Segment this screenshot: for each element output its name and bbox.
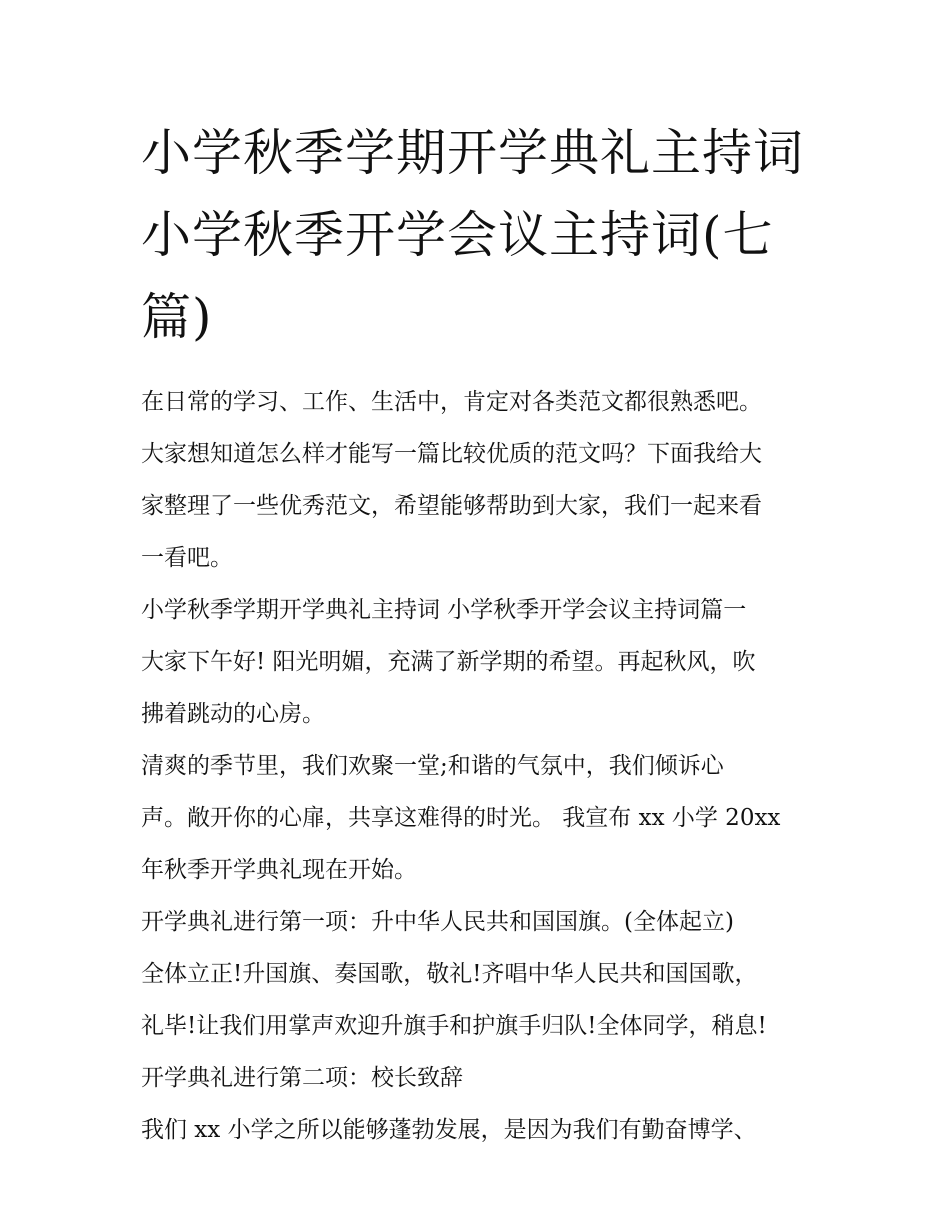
title-line: 小学秋季开学会议主持词(七 <box>141 206 774 264</box>
body-line: 拂着跳动的心房。 <box>141 701 325 727</box>
body-line: 在日常的学习、工作、生活中，肯定对各类范文都很熟悉吧。 <box>141 389 762 415</box>
body-line: 开学典礼进行第一项：升中华人民共和国国旗。(全体起立) <box>141 909 734 935</box>
document-page <box>141 112 816 1156</box>
body-line: 礼毕!让我们用掌声欢迎升旗手和护旗手归队!全体同学，稍息! <box>141 1013 767 1039</box>
document-body <box>141 376 816 1156</box>
body-line: 大家下午好! 阳光明媚，充满了新学期的希望。再起秋风，吹 <box>141 649 756 675</box>
body-line: 一看吧。 <box>141 545 233 571</box>
body-line: 我们 xx 小学之所以能够蓬勃发展，是因为我们有勤奋博学、 <box>141 1117 757 1143</box>
body-line: 小学秋季学期开学典礼主持词 小学秋季开学会议主持词篇一 <box>141 597 747 623</box>
body-line: 年秋季开学典礼现在开始。 <box>141 857 417 883</box>
body-line: 大家想知道怎么样才能写一篇比较优质的范文吗？下面我给大 <box>141 441 762 467</box>
body-line: 声。敞开你的心扉，共享这难得的时光。 我宣布 xx 小学 20xx <box>141 805 781 831</box>
title-line: 篇) <box>141 288 213 346</box>
body-line: 清爽的季节里，我们欢聚一堂;和谐的气氛中，我们倾诉心 <box>141 753 724 779</box>
body-line: 开学典礼进行第二项：校长致辞 <box>141 1065 463 1091</box>
title-line: 小学秋季学期开学典礼主持词 <box>141 124 804 182</box>
body-line: 家整理了一些优秀范文，希望能够帮助到大家，我们一起来看 <box>141 493 762 519</box>
body-line: 全体立正!升国旗、奏国歌，敬礼!齐唱中华人民共和国国歌， <box>141 961 758 987</box>
document-title <box>141 112 816 358</box>
